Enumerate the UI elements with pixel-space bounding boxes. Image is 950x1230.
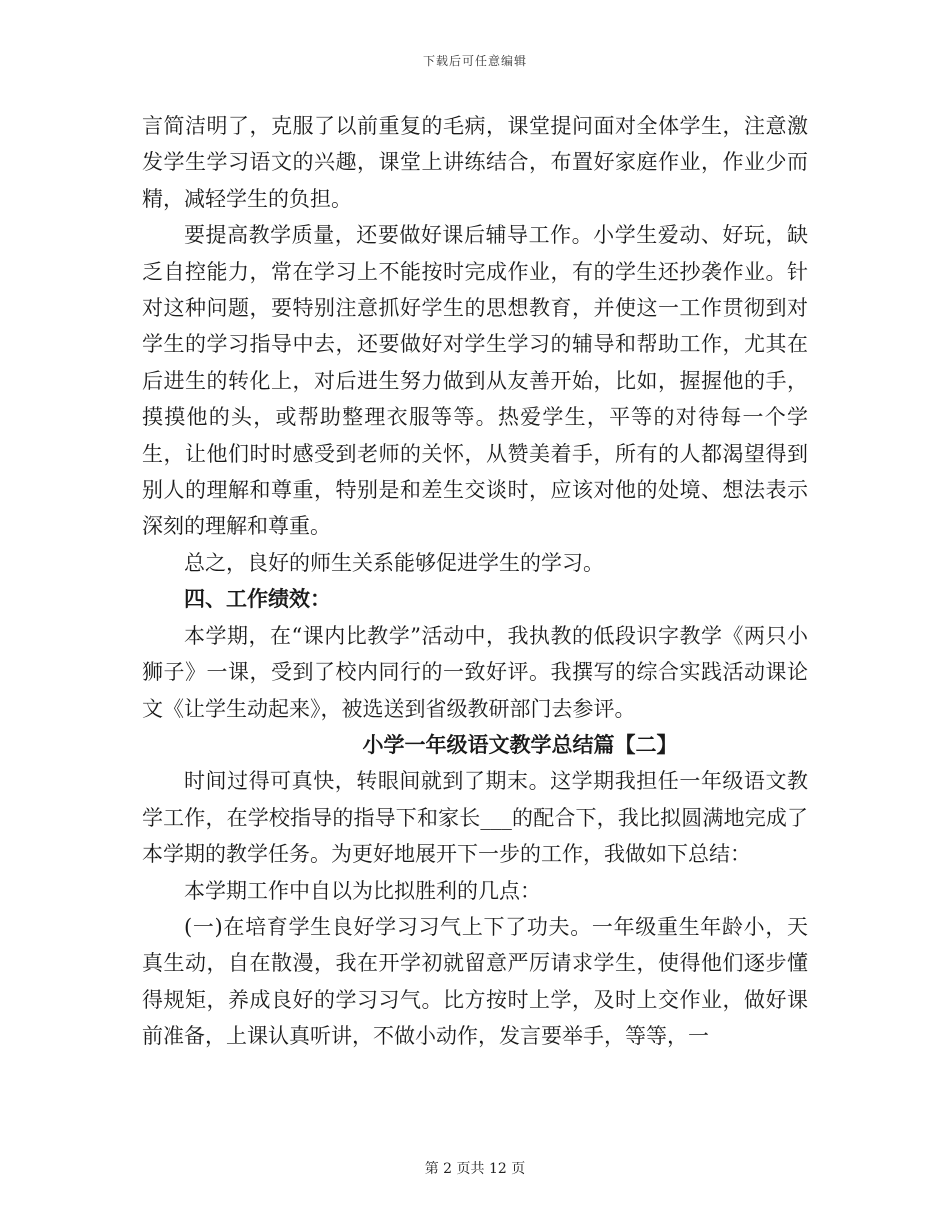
body-paragraph: 本学期，在“课内比教学”活动中，我执教的低段识字教学《两只小狮子》一课，受到了校内同行的一致好评。我撰写的综合实践活动课论文《让学生动起来》，被选送到省级教研部门去参评。 [142,623,808,721]
document-title: 小学一年级语文教学总结篇【二】 [362,731,678,757]
body-paragraph: 时间过得可真快，转眼间就到了期末。这学期我担任一年级语文教学工作，在学校指导的指导下和家长___的配合下，我比拟圆满地完成了本学期的教学任务。为更好地展开下一步的工作，我做如下总结： [142,769,808,867]
section-heading: 四、工作绩效： [184,586,331,612]
body-paragraph: 言简洁明了，克服了以前重复的毛病，课堂提问面对全体学生，注意激发学生学习语文的兴趣，课堂上讲练结合，布置好家庭作业，作业少而精，减轻学生的负担。 [142,114,808,211]
page-header: 下载后可任意编辑 [422,54,527,68]
document-body [142,108,808,1055]
body-paragraph: 总之，良好的师生关系能够促进学生的学习。 [184,550,604,575]
body-paragraph: 本学期工作中自以为比拟胜利的几点： [184,878,541,903]
page-footer: 第 2 页共 12 页 [424,1161,526,1177]
body-paragraph: 要提高教学质量，还要做好课后辅导工作。小学生爱动、好玩，缺乏自控能力，常在学习上不能按时完成作业，有的学生还抄袭作业。针对这种问题，要特别注意抓好学生的思想教育，并使这一工作贯彻到对学生的学习指导中去，还要做好对学生学习的辅导和帮助工作，尤其在后进生的转化上，对后进生努力做到从友善开始，比如，握握他的手，摸摸他的头，或帮助整理衣服等等。热爱学生，平等的对待每一个学生，让他们时时感受到老师的关怀，从赞美着手，所有的人都渴望得到别人的理解和尊重，特别是和差生交谈时，应该对他的处境、想法表示深刻的理解和尊重。 [142,223,808,539]
body-paragraph: (一)在培育学生良好学习习气上下了功夫。一年级重生年龄小，天真生动，自在散漫，我在开学初就留意严厉请求学生，使得他们逐步懂得规矩，养成良好的学习习气。比方按时上学，及时上交作业，做好课前准备，上课认真听讲，不做小动作，发言要举手，等等，一 [142,914,808,1049]
